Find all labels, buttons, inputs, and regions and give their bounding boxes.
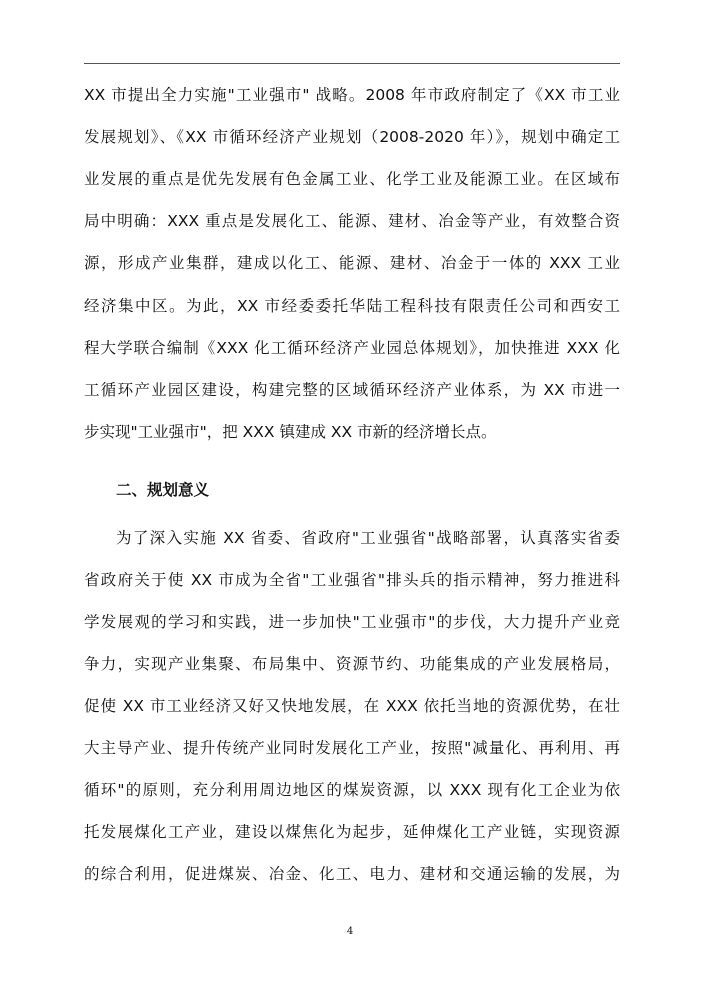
paragraph-2-line-3: 学发展观的学习和实践，进一步加快"工业强市"的步伐，大力提升产业竞 — [84, 613, 620, 631]
paragraph-1-line-5: 源，形成产业集群，建成以化工、能源、建材、冶金于一体的 XXX 工业 — [84, 254, 620, 272]
paragraph-2-line-6: 大主导产业、提升传统产业同时发展化工产业，按照"减量化、再利用、再 — [84, 739, 620, 757]
paragraph-2-line-7: 循环"的原则，充分利用周边地区的煤炭资源，以 XXX 现有化工企业为依 — [84, 781, 620, 799]
paragraph-1-line-8: 工循环产业园区建设，构建完整的区域循环经济产业体系，为 XX 市进一 — [84, 381, 620, 399]
paragraph-1-line-9: 步实现"工业强市"，把 XXX 镇建成 XX 市新的经济增长点。 — [84, 423, 497, 441]
page-number: 4 — [346, 926, 354, 937]
section-heading: 二、规划意义 — [116, 481, 210, 499]
paragraph-1-line-4: 局中明确：XXX 重点是发展化工、能源、建材、冶金等产业，有效整合资 — [84, 212, 620, 230]
paragraph-2-line-9: 的综合利用，促进煤炭、冶金、化工、电力、建材和交通运输的发展，为 — [84, 865, 620, 883]
paragraph-2-line-5: 促使 XX 市工业经济又好又快地发展，在 XXX 依托当地的资源优势，在壮 — [84, 697, 620, 715]
header-rule — [84, 63, 620, 64]
paragraph-2-line-1: 为了深入实施 XX 省委、省政府"工业强省"战略部署，认真落实省委 — [116, 529, 620, 547]
paragraph-1-line-3: 业发展的重点是优先发展有色金属工业、化学工业及能源工业。在区域布 — [84, 170, 620, 188]
paragraph-2-line-4: 争力，实现产业集聚、布局集中、资源节约、功能集成的产业发展格局， — [84, 655, 620, 673]
paragraph-1-line-7: 程大学联合编制《XXX 化工循环经济产业园总体规划》，加快推进 XXX 化 — [84, 339, 620, 357]
paragraph-1-line-2: 发展规划》、《XX 市循环经济产业规划（2008-2020 年）》，规划中确定工 — [84, 128, 620, 146]
paragraph-1-line-1: XX 市提出全力实施"工业强市" 战略。2008 年市政府制定了《XX 市工业 — [84, 86, 620, 104]
paragraph-1-line-6: 经济集中区。为此，XX 市经委委托华陆工程科技有限责任公司和西安工 — [84, 297, 620, 315]
paragraph-2-line-2: 省政府关于使 XX 市成为全省"工业强省"排头兵的指示精神，努力推进科 — [84, 571, 620, 589]
paragraph-2-line-8: 托发展煤化工产业，建设以煤焦化为起步，延伸煤化工产业链，实现资源 — [84, 823, 620, 841]
